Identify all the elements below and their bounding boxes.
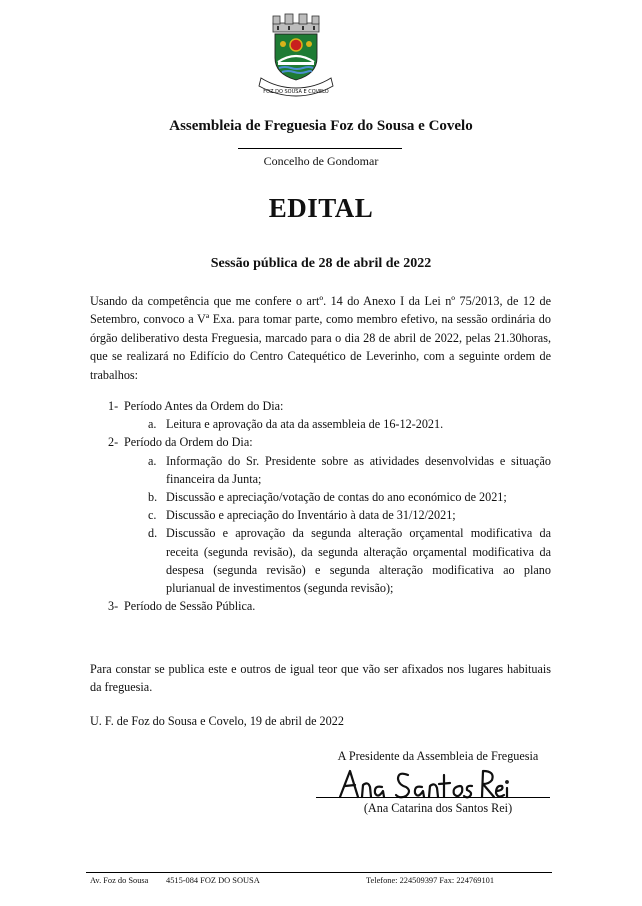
subitem-text: Informação do Sr. Presidente sobre as atividades desenvolvidas e situação financeira da Junta; bbox=[166, 453, 551, 486]
signatory-role: A Presidente da Assembleia de Freguesia bbox=[337, 749, 539, 763]
intro-paragraph: Usando da competência que me confere o artº. 14 do Anexo I da Lei nº 75/2013, de 12 de Setembro, convoco a Vª Exa. para tomar parte, como membro efetivo, na sessão ordinária do órgão deliberativo desta Freguesia, marcado para o dia 28 de abril de 2022, pelas 21.30horas, que se realizará no Edifício do Centro Catequético de Leverinho, com a seguinte ordem de trabalhos: bbox=[90, 294, 551, 382]
agenda-item bbox=[90, 433, 551, 451]
footer-postal: 4515-084 FOZ DO SOUSA bbox=[166, 876, 260, 885]
agenda-list bbox=[90, 397, 551, 615]
agenda-number: 3- bbox=[108, 599, 119, 614]
session-title: Sessão pública de 28 de abril de 2022 bbox=[210, 256, 432, 271]
agenda-label: Período de Sessão Pública. bbox=[124, 599, 256, 614]
footer-divider bbox=[86, 872, 552, 873]
subitem-letter: c. bbox=[148, 508, 157, 523]
title-divider bbox=[238, 148, 402, 149]
agenda-subitem bbox=[90, 488, 551, 506]
organization-title: Assembleia de Freguesia Foz do Sousa e Covelo bbox=[169, 118, 473, 134]
agenda-label: Período da Ordem do Dia: bbox=[124, 435, 253, 450]
footer-contacts: Telefone: 224509397 Fax: 224769101 bbox=[366, 876, 495, 885]
signatory-name: (Ana Catarina dos Santos Rei) bbox=[363, 801, 513, 815]
municipality-subtitle: Concelho de Gondomar bbox=[263, 154, 379, 168]
footer-street: Av. Foz do Sousa bbox=[90, 876, 149, 885]
document-title: EDITAL bbox=[268, 193, 374, 223]
place-date: U. F. de Foz do Sousa e Covelo, 19 de abril de 2022 bbox=[90, 714, 344, 728]
agenda-subitem bbox=[90, 524, 551, 597]
subitem-letter: d. bbox=[148, 526, 158, 541]
agenda-item bbox=[90, 597, 551, 615]
subitem-text: Discussão e apreciação/votação de contas do ano económico de 2021; bbox=[166, 490, 507, 505]
subitem-letter: a. bbox=[148, 417, 157, 432]
subitem-text: Discussão e aprovação da segunda alteração orçamental modificativa da receita (segunda revisão), da segunda alteração orçamental modificativa da despesa (segunda revisão) e segunda alteração modificativa ao plano plurianual de investimentos (segunda revisão); bbox=[166, 526, 551, 596]
agenda-item bbox=[90, 397, 551, 415]
agenda-label: Período Antes da Ordem do Dia: bbox=[124, 399, 284, 413]
subitem-letter: b. bbox=[148, 490, 158, 505]
subitem-text: Leitura e aprovação da ata da assembleia de 16-12-2021. bbox=[166, 417, 444, 432]
closing-paragraph: Para constar se publica este e outros de igual teor que vão ser afixados nos lugares habituais da freguesia. bbox=[90, 662, 551, 695]
agenda-number: 1- bbox=[108, 399, 119, 413]
agenda-subitem bbox=[90, 415, 551, 433]
crest-motto: FOZ DO SOUSA E COVELO bbox=[263, 89, 329, 95]
signature-line bbox=[316, 797, 550, 798]
agenda-subitem bbox=[90, 506, 551, 524]
coat-of-arms-icon bbox=[255, 12, 337, 98]
subitem-letter: a. bbox=[148, 453, 157, 468]
agenda-subitem bbox=[90, 452, 551, 488]
agenda-number: 2- bbox=[108, 435, 119, 450]
subitem-text: Discussão e apreciação do Inventário à data de 31/12/2021; bbox=[166, 508, 456, 523]
